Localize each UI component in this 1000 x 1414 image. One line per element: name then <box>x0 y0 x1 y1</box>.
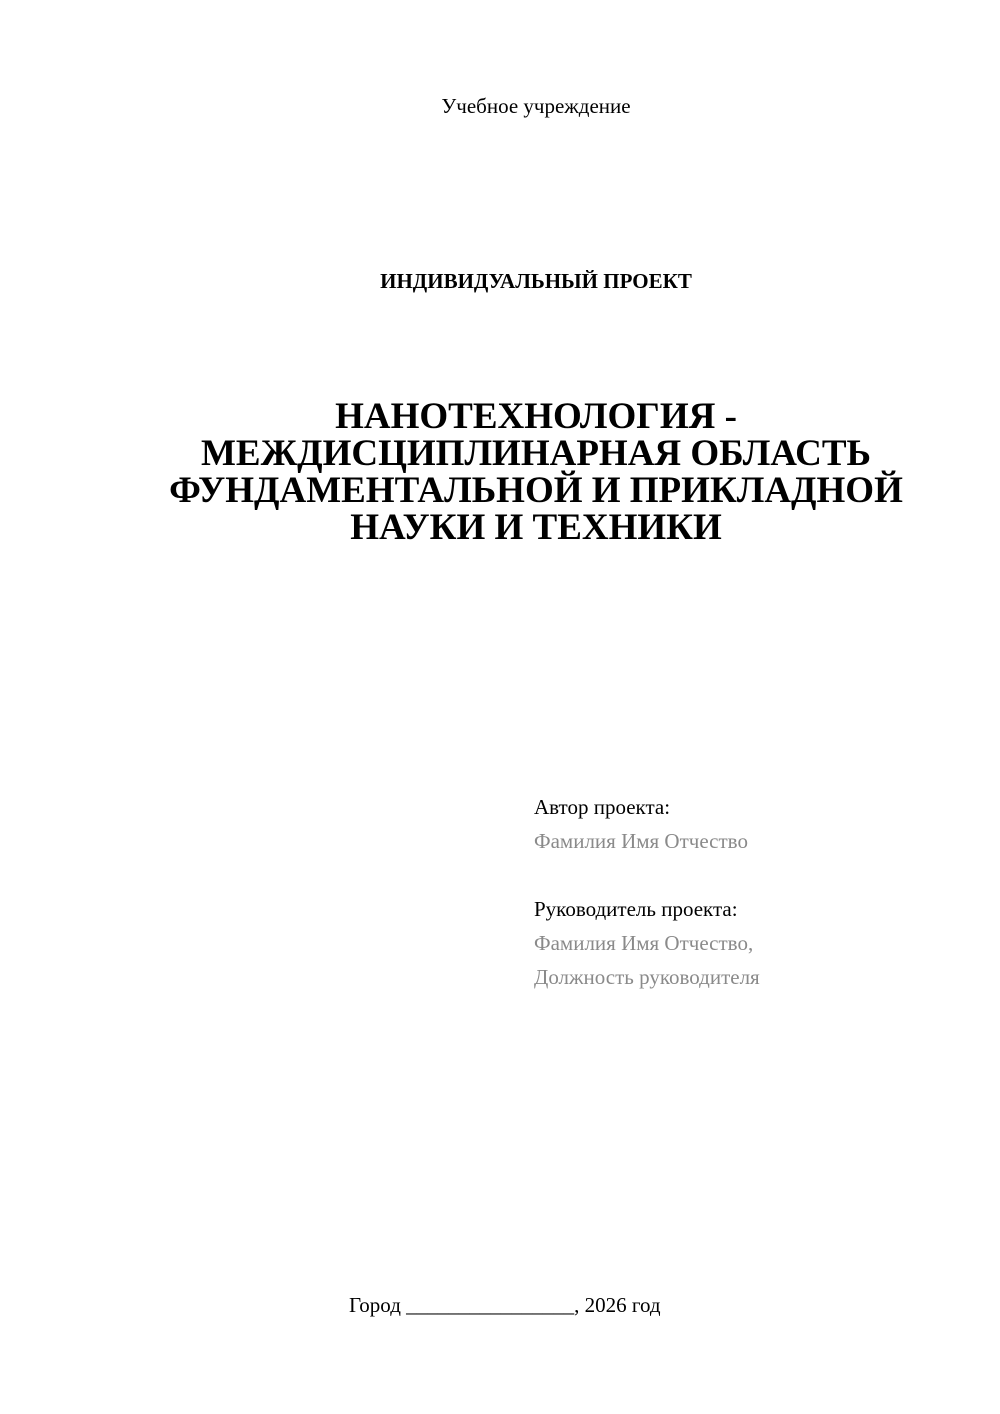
project-info <box>534 790 760 994</box>
title-line: НАНОТЕХНОЛОГИЯ - <box>335 396 737 437</box>
author-label: Автор проекта: <box>534 795 671 819</box>
project-title <box>100 398 972 546</box>
institution-name: Учебное учреждение <box>441 94 631 118</box>
title-line: НАУКИ И ТЕХНИКИ <box>350 507 722 548</box>
author-name: Фамилия Имя Отчество <box>534 829 748 853</box>
supervisor-name: Фамилия Имя Отчество, <box>534 931 754 955</box>
title-line: ФУНДАМЕНТАЛЬНОЙ И ПРИКЛАДНОЙ <box>169 470 903 511</box>
city-year-line: Город ________________, 2026 год <box>349 1293 661 1317</box>
supervisor-position: Должность руководителя <box>534 965 760 989</box>
title-line: МЕЖДИСЦИПЛИНАРНАЯ ОБЛАСТЬ <box>200 433 872 474</box>
spacer <box>534 858 760 892</box>
supervisor-label: Руководитель проекта: <box>534 897 738 921</box>
document-type: ИНДИВИДУАЛЬНЫЙ ПРОЕКТ <box>380 269 692 293</box>
